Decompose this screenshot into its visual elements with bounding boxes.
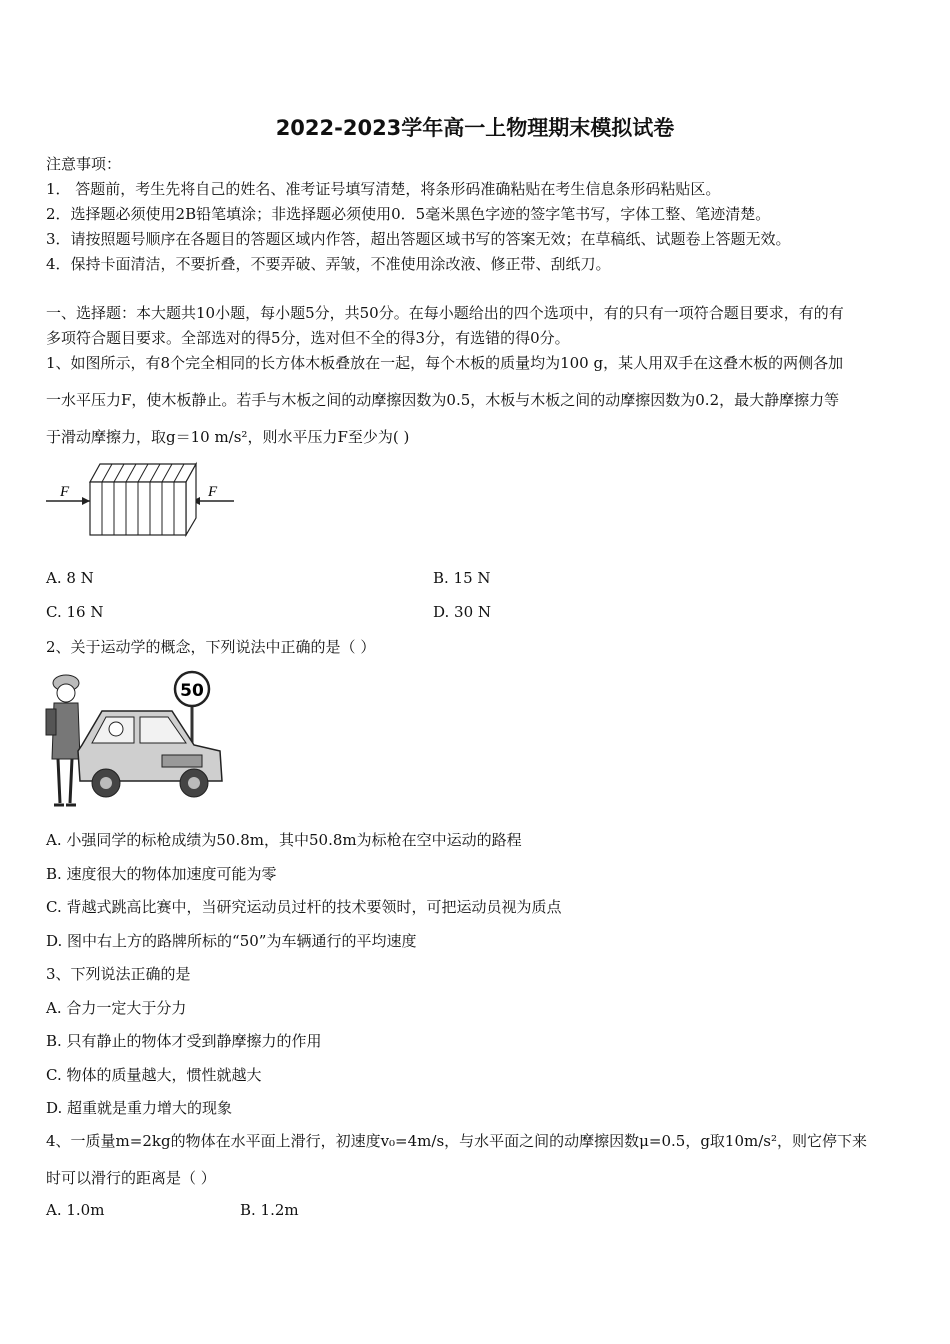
section-instructions: 多项符合题目要求。全部选对的得5分，选对但不全的得3分，有选错的得0分。 bbox=[46, 329, 570, 347]
question-2-stem: 2、关于运动学的概念，下列说法中正确的是（ ） bbox=[46, 638, 376, 656]
notice-item: 1． 答题前，考生先将自己的姓名、准考证号填写清楚，将条形码准确粘贴在考生信息条形码粘贴区。 bbox=[46, 180, 721, 198]
q3-option-b: B. 只有静止的物体才受到静摩擦力的作用 bbox=[46, 1032, 322, 1050]
notice-item: 4．保持卡面清洁，不要折叠，不要弄破、弄皱，不准使用涂改液、修正带、刮纸刀。 bbox=[46, 255, 611, 273]
question-1-stem: 于滑动摩擦力，取g＝10 m/s²，则水平压力F至少为( ) bbox=[46, 428, 410, 446]
q2-option-c: C. 背越式跳高比赛中，当研究运动员过杆的技术要领时，可把运动员视为质点 bbox=[46, 898, 562, 916]
section-instructions: 一、选择题：本大题共10小题，每小题5分，共50分。在每小题给出的四个选项中，有的只有一项符合题目要求，有的有 bbox=[46, 304, 844, 322]
car-and-sign-illustration bbox=[44, 667, 228, 813]
right-force-label: F bbox=[208, 484, 218, 500]
question-4-stem: 时可以滑行的距离是（ ） bbox=[46, 1169, 216, 1187]
q2-option-b: B. 速度很大的物体加速度可能为零 bbox=[46, 865, 277, 883]
question-1-stem: 1、如图所示，有8个完全相同的长方体木板叠放在一起，每个木板的质量均为100 g，某人用双手在这叠木板的两侧各加 bbox=[46, 354, 844, 372]
woman-figure bbox=[46, 675, 80, 805]
notice-heading: 注意事项： bbox=[46, 155, 122, 173]
q3-option-d: D. 超重就是重力增大的现象 bbox=[46, 1099, 233, 1117]
left-force-label: F bbox=[60, 484, 70, 500]
page-title: 2022-2023学年高一上物理期末模拟试卷 bbox=[275, 116, 675, 140]
q3-option-c: C. 物体的质量越大，惯性就越大 bbox=[46, 1066, 262, 1084]
q1-option-d: D. 30 N bbox=[433, 603, 492, 621]
q1-option-a: A. 8 N bbox=[46, 569, 94, 587]
question-3-stem: 3、下列说法正确的是 bbox=[46, 965, 191, 983]
q2-option-d: D. 图中右上方的路牌所标的“50”为车辆通行的平均速度 bbox=[46, 932, 417, 950]
notice-item: 3．请按照题号顺序在各题目的答题区域内作答，超出答题区域书写的答案无效；在草稿纸、试题卷上答题无效。 bbox=[46, 230, 791, 248]
q2-option-a: A. 小强同学的标枪成绩为50.8m，其中50.8m为标枪在空中运动的路程 bbox=[46, 831, 522, 849]
q1-option-c: C. 16 N bbox=[46, 603, 104, 621]
question-1-stem: 一水平压力F，使木板静止。若手与木板之间的动摩擦因数为0.5，木板与木板之间的动摩擦因数为0.2，最大静摩擦力等 bbox=[46, 391, 840, 409]
q4-option-a: A. 1.0m bbox=[46, 1201, 105, 1219]
question-4-stem: 4、一质量m=2kg的物体在水平面上滑行，初速度v₀=4m/s，与水平面之间的动摩擦因数μ=0.5，g取10m/s²，则它停下来 bbox=[46, 1132, 867, 1150]
notice-item: 2．选择题必须使用2B铅笔填涂；非选择题必须使用0．5毫米黑色字迹的签字笔书写，字体工整、笔迹清楚。 bbox=[46, 205, 771, 223]
stacked-boards-figure bbox=[44, 460, 236, 540]
q4-option-b: B. 1.2m bbox=[240, 1201, 299, 1219]
car-figure bbox=[78, 711, 222, 797]
speed-sign-text: 50 bbox=[180, 681, 204, 701]
left-force-arrowhead bbox=[82, 497, 90, 505]
q3-option-a: A. 合力一定大于分力 bbox=[46, 999, 187, 1017]
q1-option-b: B. 15 N bbox=[433, 569, 491, 587]
